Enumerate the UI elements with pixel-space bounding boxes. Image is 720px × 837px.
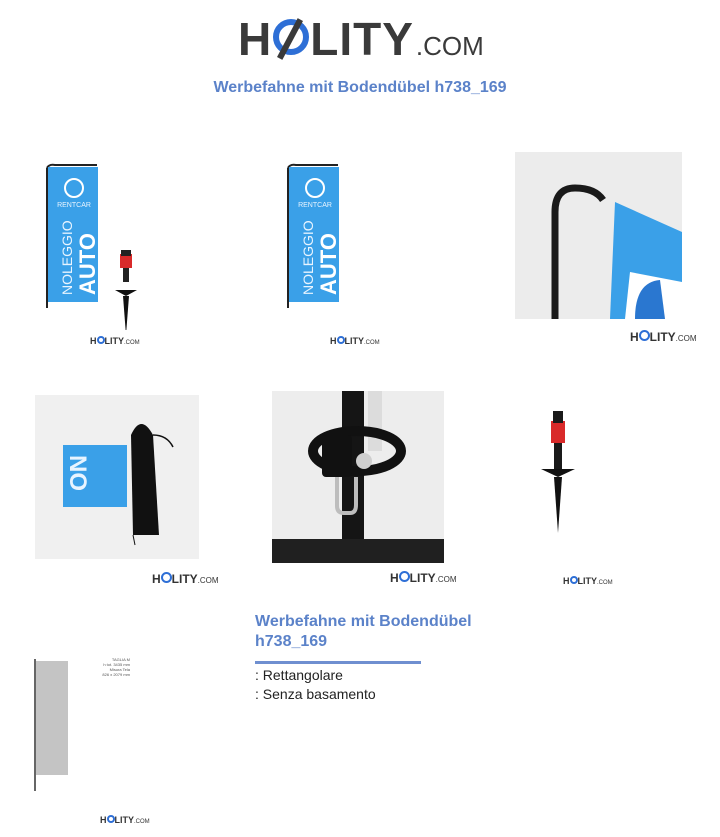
watermark-o-icon (97, 336, 105, 344)
pole-closeup-image (515, 152, 682, 319)
flag-print-2 (288, 170, 348, 305)
svg-text:RENTCAR: RENTCAR (298, 202, 332, 209)
feature-item-1: : Rettangolare (255, 667, 343, 683)
watermark: H LITY .COM (152, 572, 219, 586)
ground-spike-image (525, 405, 605, 545)
watermark-o-icon (107, 815, 115, 823)
svg-text:NOLEGGIO: NOLEGGIO (300, 220, 316, 295)
logo-o-icon (273, 19, 309, 55)
page-title: Werbefahne mit Bodendübel h738_169 (213, 79, 507, 96)
gallery-image-3[interactable] (515, 152, 710, 352)
watermark-o-icon (570, 576, 578, 584)
folded-flag-bag-image (35, 395, 199, 559)
logo-text-com: .COM (415, 31, 484, 61)
watermark-o-icon (399, 571, 410, 582)
product-title: Werbefahne mit Bodendübel h738_169 (255, 613, 472, 650)
svg-text:NOLEGGIO: NOLEGGIO (59, 220, 75, 295)
watermark: H LITY .COM (630, 330, 697, 344)
diagram-label: TAGLIA M h tot. 3435 mm Misura Tela 826 x 2079 mm (102, 657, 130, 677)
watermark: H LITY .COM (330, 336, 380, 346)
watermark-o-icon (337, 336, 345, 344)
svg-text:RENTCAR: RENTCAR (57, 202, 91, 209)
watermark: H LITY .COM (90, 336, 140, 346)
logo-text-lity: LITY (310, 13, 414, 65)
watermark: H LITY .COM (390, 571, 457, 585)
svg-text:NO: NO (64, 455, 91, 491)
flag-print-1 (47, 170, 107, 305)
watermark: H LITY .COM (100, 815, 150, 825)
watermark-o-icon (161, 572, 172, 583)
gallery-image-6[interactable] (515, 400, 675, 595)
gallery-image-4[interactable] (35, 395, 235, 595)
svg-text:AUTO: AUTO (316, 233, 341, 295)
holity-logo[interactable] (238, 12, 488, 67)
gallery-image-5[interactable] (272, 391, 472, 591)
logo-text-h: H (238, 13, 273, 65)
clamp-closeup-image (272, 391, 444, 563)
watermark-o-icon (639, 330, 650, 341)
title-divider (255, 661, 421, 664)
watermark: H LITY .COM (563, 576, 613, 586)
svg-text:AUTO: AUTO (75, 233, 100, 295)
feature-item-2: : Senza basamento (255, 686, 376, 702)
gallery-image-7[interactable] (30, 655, 170, 830)
